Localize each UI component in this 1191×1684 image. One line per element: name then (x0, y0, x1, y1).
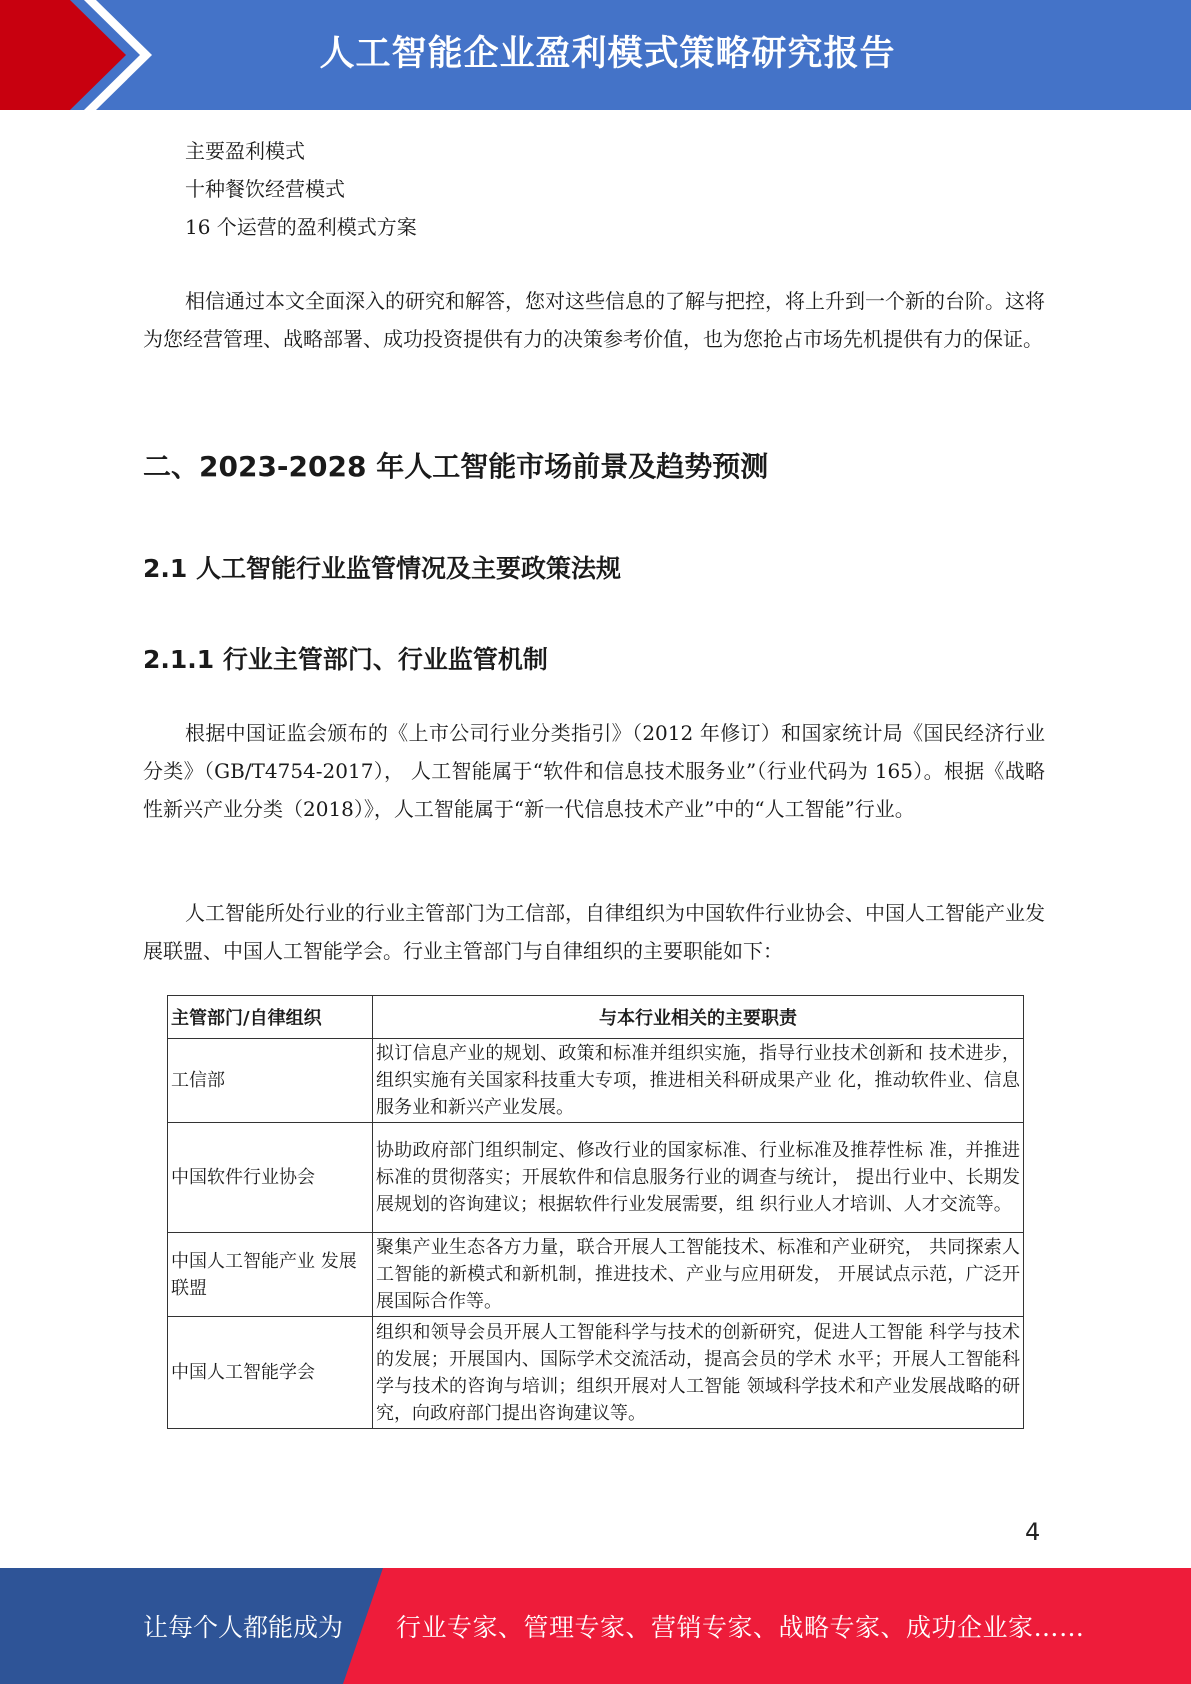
intro-list (143, 132, 417, 246)
section-2-1-1-heading: 2.1.1 行业主管部门、行业监管机制 (143, 645, 548, 674)
list-item: 十种餐饮经营模式 (185, 177, 345, 201)
report-title: 人工智能企业盈利模式策略研究报告 (319, 34, 896, 74)
section-2-heading: 二、2023-2028 年人工智能市场前景及趋势预测 (143, 450, 769, 483)
classification-paragraph: 根据中国证监会颁布的《上市公司行业分类指引》（2012 年修订）和国家统计局《国民经济行业分类》（GB/T4754-2017）， 人工智能属于“软件和信息技术服务业”（行业代码为 165）。根据《战略性新兴产业分类（2018）》，人工智能属于“新一代信息技术产业”中的“人工智能”行业。 (143, 721, 1045, 821)
header-banner (0, 0, 1191, 110)
table-cell-org: 中国人工智能产业 发展联盟 (168, 1233, 373, 1317)
footer-slogan-right: 行业专家、管理专家、营销专家、战略专家、成功企业家…… (396, 1613, 1085, 1642)
table-cell-duty: 协助政府部门组织制定、修改行业的国家标准、行业标准及推荐性标 准，并推进标准的贯彻落实；开展软件和信息服务行业的调查与统计， 提出行业中、长期发展规划的咨询建议；根据软件行业发展需要，组 织行业人才培训、人才交流等。 (373, 1123, 1024, 1233)
list-item: 主要盈利模式 (185, 139, 305, 163)
page-number: 4 (1025, 1518, 1041, 1546)
regulators-paragraph: 人工智能所处行业的行业主管部门为工信部，自律组织为中国软件行业协会、中国人工智能产业发展联盟、中国人工智能学会。行业主管部门与自律组织的主要职能如下： (143, 901, 1045, 963)
table-header-row (168, 996, 1024, 1039)
table-cell-duty: 拟订信息产业的规划、政策和标准并组织实施，指导行业技术创新和 技术进步，组织实施有关国家科技重大专项，推进相关科研成果产业 化，推动软件业、信息服务业和新兴产业发展。 (373, 1039, 1024, 1123)
table-row (168, 1123, 1024, 1233)
intro-paragraph: 相信通过本文全面深入的研究和解答，您对这些信息的了解与把控，将上升到一个新的台阶。这将为您经营管理、战略部署、成功投资提供有力的决策参考价值，也为您抢占市场先机提供有力的保证。 (143, 289, 1045, 351)
table-row (168, 1317, 1024, 1429)
table-cell-duty: 组织和领导会员开展人工智能科学与技术的创新研究，促进人工智能 科学与技术的发展；开展国内、国际学术交流活动，提高会员的学术 水平；开展人工智能科学与技术的咨询与培训；组织开展对人工智能 领域科学技术和产业发展战略的研究，向政府部门提出咨询建议等。 (373, 1317, 1024, 1429)
table-cell-org: 中国人工智能学会 (168, 1317, 373, 1429)
table-row (168, 1039, 1024, 1123)
table-header-org: 主管部门/自律组织 (168, 996, 373, 1039)
list-item: 16 个运营的盈利模式方案 (185, 215, 417, 239)
table-cell-duty: 聚集产业生态各方力量，联合开展人工智能技术、标准和产业研究， 共同探索人工智能的新模式和新机制，推进技术、产业与应用研发， 开展试点示范，广泛开展国际合作等。 (373, 1233, 1024, 1317)
footer-banner (0, 1568, 1191, 1684)
table-cell-org: 工信部 (168, 1039, 373, 1123)
duties-table (167, 995, 1024, 1429)
table-header-duty: 与本行业相关的主要职责 (373, 996, 1024, 1039)
footer-slogan-left: 让每个人都能成为 (143, 1613, 344, 1642)
section-2-1-heading: 2.1 人工智能行业监管情况及主要政策法规 (143, 554, 621, 583)
table-row (168, 1233, 1024, 1317)
table-cell-org: 中国软件行业协会 (168, 1123, 373, 1233)
